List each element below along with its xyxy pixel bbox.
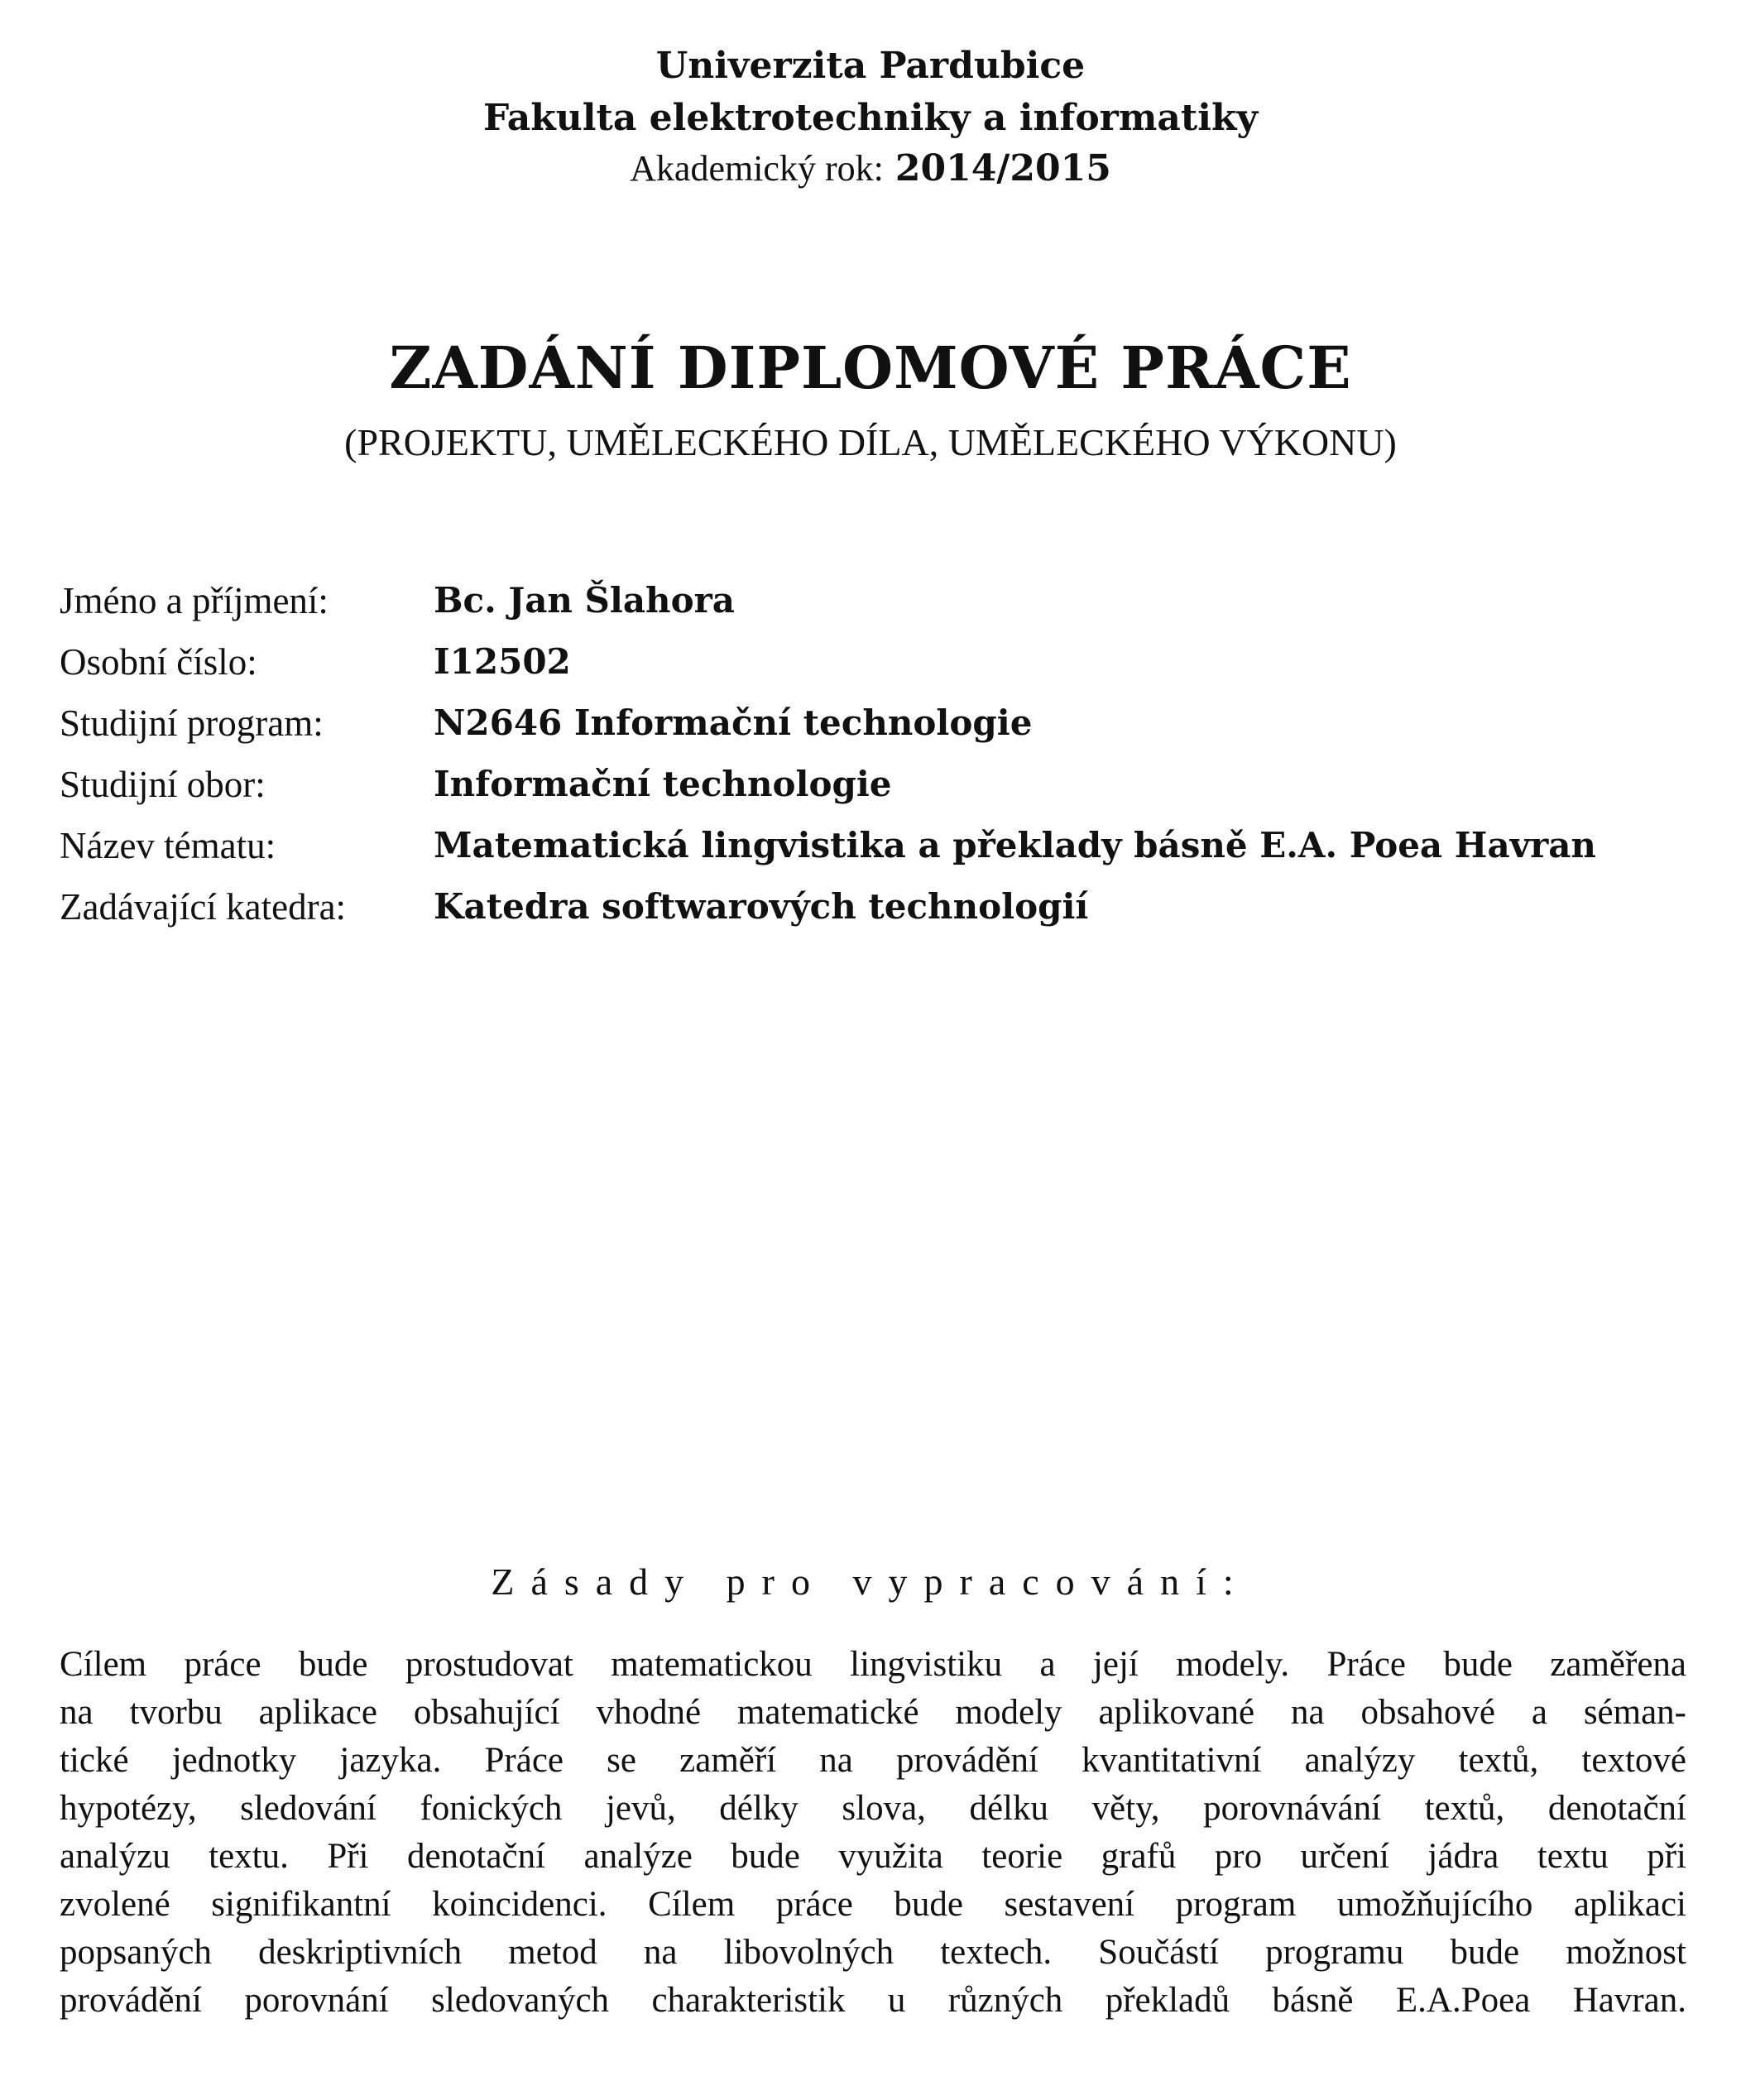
faculty-name: Fakulta elektrotechniky a informatiky <box>482 97 1259 139</box>
principles-paragraph <box>60 1641 1686 2025</box>
info-row-personal-number <box>60 632 1698 692</box>
academic-year-label: Akademický rok: <box>630 148 884 189</box>
info-row-topic <box>60 816 1698 875</box>
info-value: Matematická lingvistika a překlady básně E.A. Poea Havran <box>434 825 1596 865</box>
paragraph-line: Cílem práce bude prostudovat matematickou lingvistiku a její modely. Práce bude zaměřena <box>60 1645 1686 1684</box>
info-row-study-field <box>60 755 1698 814</box>
paragraph-line: hypotézy, sledování fonických jevů, délky slova, délku věty, porovnávání textů, denotační <box>60 1789 1686 1828</box>
info-value: Bc. Jan Šlahora <box>434 580 735 621</box>
academic-year-value: 2014/2015 <box>894 147 1111 189</box>
principles-heading: Zásady pro vypracování: <box>491 1561 1250 1603</box>
paragraph-line: popsaných deskriptivních metod na libovolných textech. Součástí programu bude možnost <box>60 1933 1686 1972</box>
info-value: Katedra softwarových technologií <box>434 886 1089 927</box>
academic-year <box>0 144 1741 194</box>
paragraph-line: provádění porovnání sledovaných charakteristik u různých překladů básně E.A.Poea Havran. <box>60 1981 1686 2020</box>
paragraph-line: zvolené signifikantní koincidenci. Cílem práce bude sestavení program umožňujícího aplikaci <box>60 1885 1686 1924</box>
paragraph-line: na tvorbu aplikace obsahující vhodné matematické modely aplikované na obsahové a séman- <box>60 1693 1686 1732</box>
info-label: Osobní číslo: <box>60 641 257 683</box>
info-value: N2646 Informační technologie <box>434 702 1033 743</box>
university-name: Univerzita Pardubice <box>655 45 1086 87</box>
info-label: Zadávající katedra: <box>60 886 347 928</box>
info-label: Název tématu: <box>60 825 276 866</box>
info-row-study-program <box>60 693 1698 753</box>
paragraph-line: tické jednotky jazyka. Práce se zaměří na provádění kvantitativní analýzy textů, textové <box>60 1741 1686 1780</box>
info-row-department <box>60 877 1698 937</box>
info-label: Jméno a příjmení: <box>60 580 329 621</box>
info-value: Informační technologie <box>434 764 892 804</box>
paragraph-line: analýzu textu. Při denotační analýze bude využita teorie grafů pro určení jádra textu při <box>60 1837 1686 1876</box>
document-title: ZADÁNÍ DIPLOMOVÉ PRÁCE <box>389 333 1352 402</box>
info-label: Studijní obor: <box>60 764 266 805</box>
document-subtitle: (PROJEKTU, UMĚLECKÉHO DÍLA, UMĚLECKÉHO VÝKONU) <box>344 421 1397 463</box>
info-value: I12502 <box>434 641 571 682</box>
info-row-name <box>60 571 1698 630</box>
info-label: Studijní program: <box>60 702 324 744</box>
